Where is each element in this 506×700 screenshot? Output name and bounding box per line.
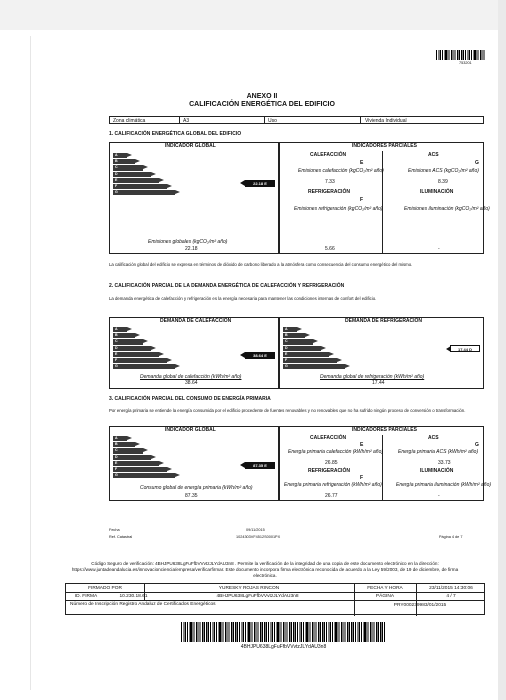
scale-bar-g: G xyxy=(113,190,175,195)
global-rating-arrow: 22.18 E xyxy=(245,180,275,187)
primary-bar-b: B xyxy=(113,442,135,447)
document-page xyxy=(30,36,492,690)
scale-bar-c: C xyxy=(113,165,143,170)
id-code: 4BHJPU638LgFuFfbVVvtzJLYdAU3n8 xyxy=(216,594,299,599)
cool-emissions-label: Emisiones refrigeración (kgCO₂/m² año) xyxy=(294,206,383,212)
primary-partial-header: INDICADORES PARCIALES xyxy=(352,427,417,433)
page-value: 4 / 7 xyxy=(446,594,456,599)
ref-label: Ref. Catastral xyxy=(109,535,133,539)
primary-light-value: - xyxy=(438,493,440,499)
heat-demand-scale xyxy=(113,327,175,370)
use-label: Uso xyxy=(268,117,277,124)
cool-demand-scale xyxy=(283,327,345,370)
primary-lighting-label: Energía primaria iluminación (kWh/m² año) xyxy=(396,482,492,488)
primary-bar-e: E xyxy=(113,461,159,466)
section-2-note: La demanda energética de calefacción y refrigeración es la energía necesaria para mantener las condiciones internas de confort del edificio. xyxy=(109,296,377,301)
scale-bar-d: D xyxy=(113,172,151,177)
primary-lighting-header: ILUMINACIÓN xyxy=(420,468,454,474)
page-word: PÁGINA xyxy=(375,594,395,599)
cool-bar-g: G xyxy=(283,364,345,369)
viewer-right-edge xyxy=(498,0,506,700)
cool-demand-rating-arrow: 17.44 D xyxy=(450,345,480,352)
scale-bar-f: F xyxy=(113,184,167,189)
heat-bar-d: D xyxy=(113,346,151,351)
global-indicator-header: INDICADOR GLOBAL xyxy=(165,143,216,149)
cool-bar-b: B xyxy=(283,333,305,338)
signed-by-value: YURESKY ROJAS RINCON xyxy=(218,586,280,591)
primary-global-value: 87.35 xyxy=(185,493,198,499)
cool-bar-a: A xyxy=(283,327,297,332)
lighting-header: ILUMINACIÓN xyxy=(420,189,454,195)
heat-demand-value: 38.64 xyxy=(185,380,198,386)
zone-value: A3 xyxy=(183,117,190,124)
use-value: Vivienda Individual xyxy=(365,117,407,124)
registry-value: PRY000239983/01/2015 xyxy=(393,603,447,608)
primary-acs-label: Energía primaria ACS (kWh/m² año) xyxy=(398,449,479,455)
datetime-value: 23/11/2015 14:30:06 xyxy=(429,586,473,591)
cool-letter: F xyxy=(360,197,364,203)
primary-acs-value: 33.73 xyxy=(438,460,451,466)
primary-acs-letter: G xyxy=(475,442,479,448)
top-barcode-number: 753201 xyxy=(459,61,472,65)
primary-bar-f: F xyxy=(113,467,167,472)
scale-bar-e: E xyxy=(113,178,159,183)
section-2-title: 2. CALIFICACIÓN PARCIAL DE LA DEMANDA ENERGÉTICA DE CALEFACCIÓN Y REFRIGERACIÓN xyxy=(109,283,345,289)
global-scale xyxy=(113,153,175,196)
global-indicator-box xyxy=(109,142,279,254)
heat-bar-c: C xyxy=(113,339,143,344)
global-emissions-value: 22.18 xyxy=(185,246,198,252)
annex-title: ANEXO II xyxy=(246,93,278,100)
ref-value: 1024303VF4512S0001PX xyxy=(236,535,281,539)
primary-bar-g: G xyxy=(113,473,175,478)
heat-emissions-value: 7.33 xyxy=(325,179,335,185)
cool-bar-d: D xyxy=(283,346,321,351)
heat-emissions-label: Emisiones calefacción (kgCO₂/m² año) xyxy=(298,168,384,174)
cool-demand-value: 17.44 xyxy=(372,380,385,386)
partial-indicators-box xyxy=(279,142,490,254)
cool-bar-e: E xyxy=(283,352,329,357)
registry-label: Número de Inscripción Registro Andaluz de Certificados Energéticos xyxy=(70,602,216,607)
bottom-barcode xyxy=(181,622,386,642)
heat-demand-header: DEMANDA DE CALEFACCIÓN xyxy=(160,318,232,324)
heat-bar-g: G xyxy=(113,364,175,369)
cool-bar-c: C xyxy=(283,339,313,344)
section-3-note: Por energía primaria se entiende la energía consumida por el edificio procedente de fuentes renovables y no renovables que no ha sufrido ningún proceso de conversión o transformación. xyxy=(109,408,466,413)
viewer-top-bar xyxy=(0,0,506,30)
heat-bar-e: E xyxy=(113,352,159,357)
primary-heating-label: Energía primaria calefacción (kWh/m² año) xyxy=(288,449,384,455)
zone-row xyxy=(109,116,484,124)
primary-cooling-header: REFRIGERACIÓN xyxy=(308,468,350,474)
cool-demand-label: Demanda global de refrigeración (kWh/m² año) xyxy=(320,374,425,380)
primary-bar-c: C xyxy=(113,448,143,453)
main-title: CALIFICACIÓN ENERGÉTICA DEL EDIFICIO xyxy=(189,101,335,108)
heat-demand-rating-arrow: 38.64 E xyxy=(245,352,275,359)
primary-rating-arrow: 87.35 E xyxy=(245,462,275,469)
primary-global-label: Consumo global de energía primaria (kWh/m² año) xyxy=(140,485,253,491)
cooling-header: REFRIGERACIÓN xyxy=(308,189,350,195)
primary-heating-header: CALEFACCIÓN xyxy=(310,435,347,441)
section-3-title: 3. CALIFICACIÓN PARCIAL DEL CONSUMO DE ENERGÍA PRIMARIA xyxy=(109,396,271,402)
heat-demand-label: Demanda global de calefacción (kWh/m² año) xyxy=(140,374,242,380)
primary-cooling-label: Energía primaria refrigeración (kWh/m² año) xyxy=(284,482,382,488)
primary-partial-box xyxy=(279,426,492,501)
cool-demand-box xyxy=(279,317,484,389)
scale-bar-a: A xyxy=(113,153,127,158)
id-label: ID. FIRMA xyxy=(74,594,98,599)
acs-letter: G xyxy=(475,160,479,166)
light-emissions-label: Emisiones iluminación (kgCO₂/m² año) xyxy=(404,206,490,212)
primary-cool-value: 26.77 xyxy=(325,493,338,499)
verification-text: Código Seguro de verificación: 4BHJPU638LgFuFfbVVvtzJLYdAU3n8 . Permite la verificación de la integridad de una copia de este documento electrónico en la dirección: https://www.juntadeandalucia.es/innovacionciencia/empresa/verificarfirmar. Este documento incorpora firma electrónica reconocida de acuerdo a la Ley 59/2003, de 19 de diciembre, de firma electrónica. xyxy=(71,561,459,578)
scale-bar-b: B xyxy=(113,159,135,164)
heating-header: CALEFACCIÓN xyxy=(310,152,347,158)
heat-demand-box xyxy=(109,317,279,389)
acs-header: ACS xyxy=(428,152,439,158)
global-emissions-label: Emisiones globales (kgCO₂/m² año) xyxy=(148,239,228,245)
cool-emissions-value: 5.66 xyxy=(325,246,335,252)
acs-emissions-value: 8.39 xyxy=(438,179,448,185)
primary-bar-d: D xyxy=(113,455,151,460)
heat-bar-b: B xyxy=(113,333,135,338)
primary-heat-letter: E xyxy=(360,442,364,448)
primary-global-header: INDICADOR GLOBAL xyxy=(165,427,216,433)
cool-demand-header: DEMANDA DE REFRIGERACIÓN xyxy=(345,318,423,324)
page-label: Página 4 de 7 xyxy=(439,535,463,539)
date-value: 09/11/2015 xyxy=(246,528,265,532)
datetime-label: FECHA Y HORA xyxy=(367,586,403,591)
partial-indicators-header: INDICADORES PARCIALES xyxy=(352,143,417,149)
signed-by-label: FIRMADO POR xyxy=(88,586,122,591)
acs-emissions-label: Emisiones ACS (kgCO₂/m² año) xyxy=(408,168,479,174)
section-1-title: 1. CALIFICACIÓN ENERGÉTICA GLOBAL DEL EDIFICIO xyxy=(109,131,242,137)
primary-cool-letter: F xyxy=(360,475,364,481)
primary-scale xyxy=(113,436,175,479)
primary-bar-a: A xyxy=(113,436,127,441)
id-value: 10.230.18.61 xyxy=(119,594,148,599)
date-label: Fecha xyxy=(109,528,120,532)
primary-acs-header: ACS xyxy=(428,435,439,441)
section-1-note: La calificación global del edificio se expresa en términos de dióxido de carbono liberado a la atmósfera como consecuencia del consumo energético del mismo. xyxy=(109,262,413,267)
cool-bar-f: F xyxy=(283,358,337,363)
bottom-barcode-code: 4BHJPU638LgFuFfbVVvtzJLYdAU3n8 xyxy=(240,644,327,650)
light-emissions-value: - xyxy=(438,246,440,252)
primary-global-box xyxy=(109,426,279,501)
heat-bar-f: F xyxy=(113,358,167,363)
top-barcode xyxy=(436,50,486,60)
heat-letter: E xyxy=(360,160,364,166)
signature-table xyxy=(65,583,485,615)
heat-bar-a: A xyxy=(113,327,127,332)
primary-heat-value: 26.85 xyxy=(325,460,338,466)
zone-label: Zona climática xyxy=(113,117,146,124)
